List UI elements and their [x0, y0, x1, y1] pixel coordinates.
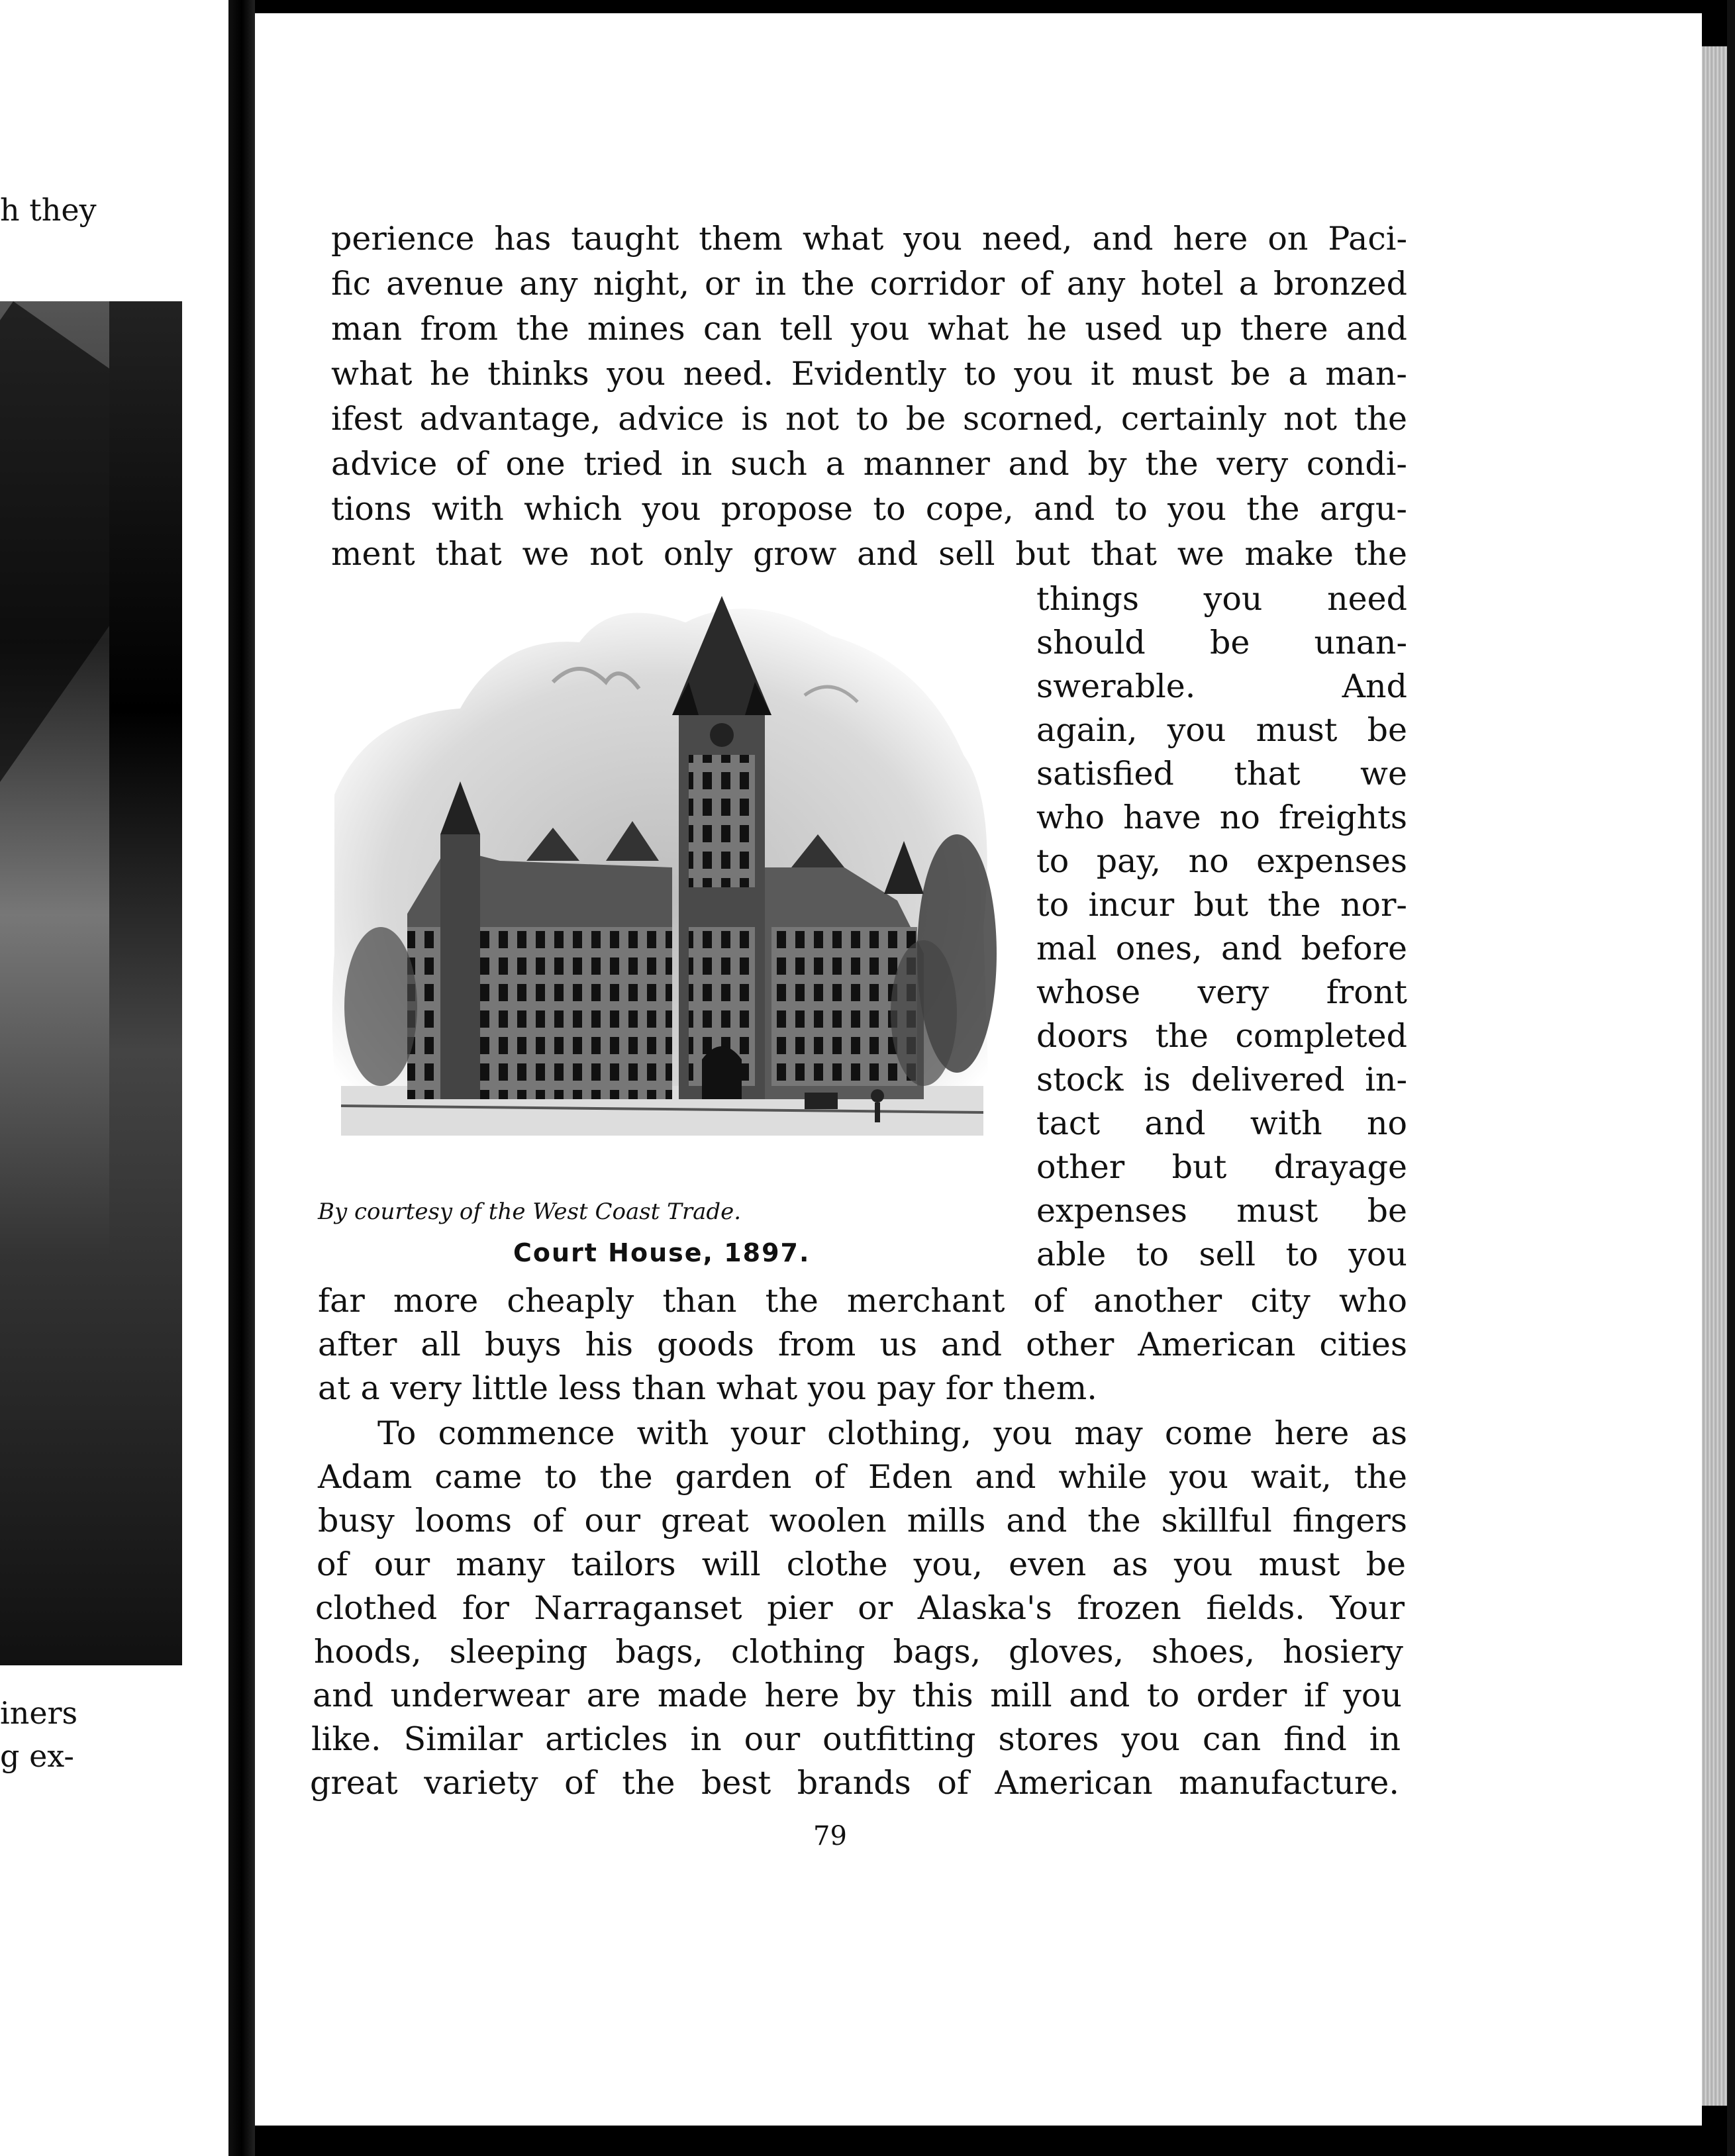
left-page-photo — [0, 301, 109, 1665]
left-page-fragment: g ex- — [0, 1738, 74, 1774]
text-line: stock is delivered in- — [1036, 1061, 1407, 1099]
text-line: and underwear are made here by this mill and to order if you — [313, 1677, 1402, 1714]
text-line: Adam came to the garden of Eden and while you wait, the — [318, 1458, 1407, 1496]
text-line: satisfied that we — [1036, 755, 1407, 793]
text-line: able to sell to you — [1036, 1236, 1407, 1273]
text-line: fic avenue any night, or in the corridor of any hotel a bronzed — [331, 265, 1407, 303]
text-line: ifest advantage, advice is not to be scorned, certainly not the — [331, 400, 1407, 438]
text-line: like. Similar articles in our outfitting stores you can find in — [311, 1720, 1401, 1758]
text-line: other but drayage — [1036, 1148, 1407, 1186]
text-line: to pay, no expenses — [1036, 842, 1407, 880]
text-line: far more cheaply than the merchant of another city who — [318, 1282, 1407, 1320]
figure-title: Court House, 1897. — [513, 1238, 811, 1267]
text-line: tact and with no — [1036, 1104, 1407, 1142]
text-line: tions with which you propose to cope, and to you the argu- — [331, 490, 1407, 528]
text-line: whose very front — [1036, 973, 1407, 1011]
text-line: perience has taught them what you need, and here on Paci- — [331, 220, 1407, 258]
text-line: expenses must be — [1036, 1192, 1407, 1230]
text-line: clothed for Narraganset pier or Alaska's frozen fields. Your — [315, 1589, 1405, 1627]
text-line: to incur but the nor- — [1036, 886, 1407, 924]
text-line: after all buys his goods from us and other American cities — [318, 1326, 1407, 1363]
text-line: doors the completed — [1036, 1017, 1407, 1055]
left-page-fragment: h they — [0, 192, 97, 228]
text-line: great variety of the best brands of American manufacture. — [310, 1764, 1399, 1802]
text-line: advice of one tried in such a manner and by the very condi- — [331, 445, 1407, 483]
text-line: who have no freights — [1036, 799, 1407, 836]
left-page-fragment: iners — [0, 1695, 78, 1731]
page-number: 79 — [813, 1821, 847, 1851]
court-house-illustration — [328, 583, 1003, 1152]
book-gutter — [228, 0, 255, 2156]
text-line: To commence with your clothing, you may come here as — [377, 1414, 1407, 1452]
text-line: of our many tailors will clothe you, even as you must be — [317, 1545, 1406, 1583]
text-line: should be unan- — [1036, 624, 1407, 662]
text-line: things you need — [1036, 580, 1407, 618]
text-line: what he thinks you need. Evidently to you it must be a man- — [331, 355, 1407, 393]
text-line: at a very little less than what you pay for them. — [318, 1369, 1097, 1407]
left-page-photo-border — [109, 301, 182, 1665]
left-page — [0, 0, 228, 2156]
figure-credit: By courtesy of the West Coast Trade. — [318, 1199, 742, 1225]
text-line: busy looms of our great woolen mills and the skillful fingers — [318, 1502, 1407, 1540]
text-line: man from the mines can tell you what he used up there and — [331, 310, 1407, 348]
text-line: mal ones, and before — [1036, 930, 1407, 967]
text-line: ment that we not only grow and sell but that we make the — [331, 535, 1407, 573]
text-line: swerable. And — [1036, 667, 1407, 705]
text-line: again, you must be — [1036, 711, 1407, 749]
text-line: hoods, sleeping bags, clothing bags, gloves, shoes, hosiery — [314, 1633, 1403, 1671]
scan-border — [1727, 0, 1735, 2156]
